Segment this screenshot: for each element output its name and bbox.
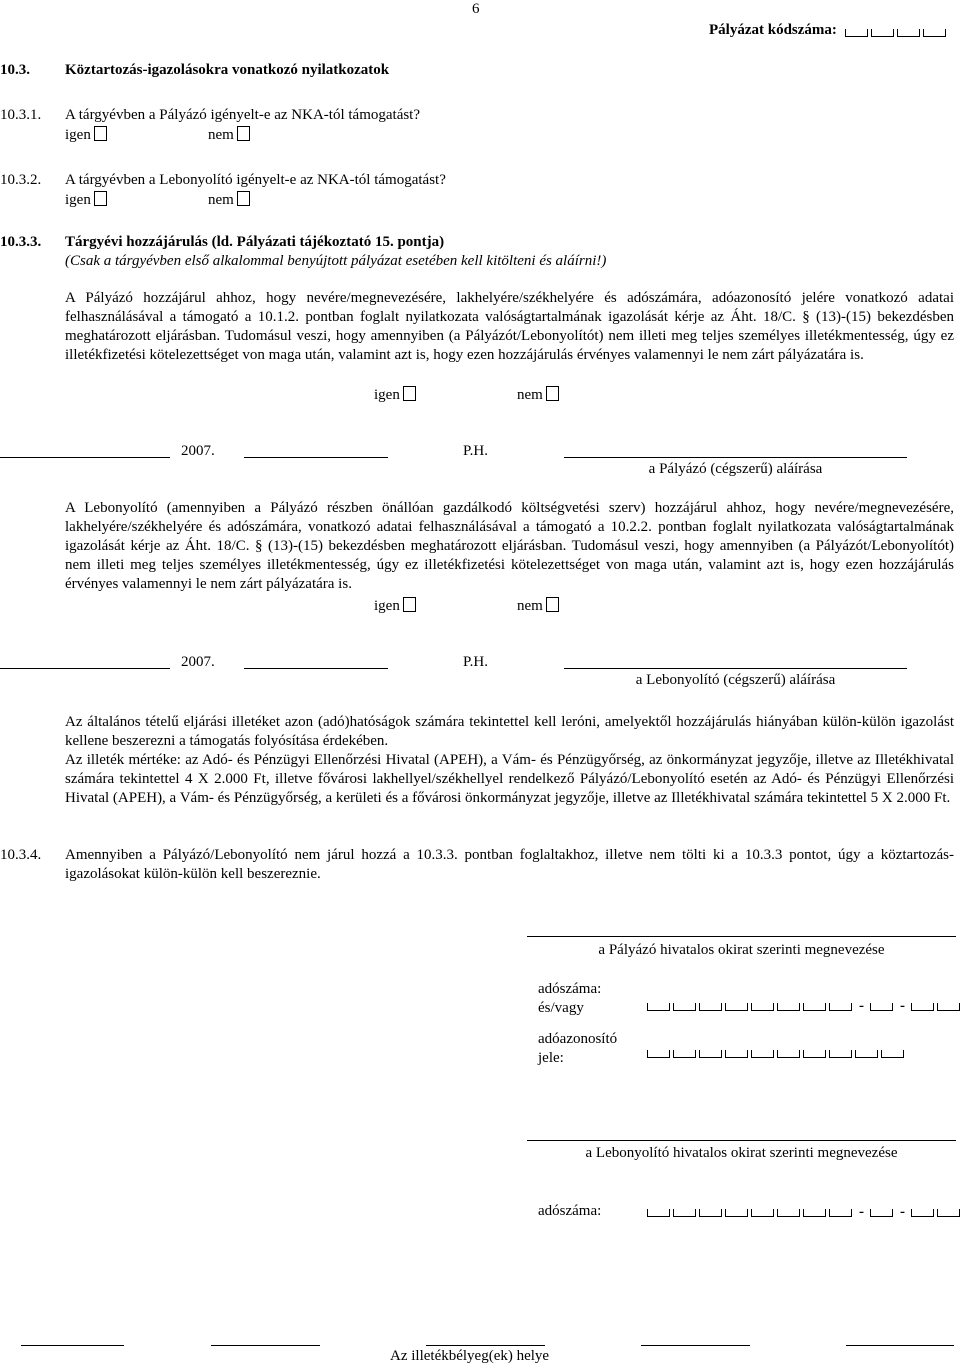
q3-number: 10.3.3. xyxy=(0,234,42,250)
q1-text: A tárgyévben a Pályázó igényelt-e az NKA-tól támogatást? xyxy=(65,107,421,123)
digit-box[interactable] xyxy=(699,1209,722,1217)
q2-text: A tárgyévben a Lebonyolító igényelt-e az NKA-tól támogatást? xyxy=(65,172,446,188)
organizer-place-line[interactable] xyxy=(0,668,170,669)
digit-box[interactable] xyxy=(803,1003,826,1011)
organizer-year: 2007. xyxy=(181,654,215,670)
applicant-no-label: nem xyxy=(517,387,543,403)
org-tax-boxes-mid[interactable] xyxy=(870,1205,896,1217)
q3-note: (Csak a tárgyévben első alkalommal benyújtott pályázat esetében kell kitölteni és aláírni!) xyxy=(65,253,607,269)
applicant-stamp-label: P.H. xyxy=(463,443,489,459)
stamp-line-4[interactable] xyxy=(641,1345,750,1346)
code-box[interactable] xyxy=(923,29,946,37)
digit-box[interactable] xyxy=(751,1003,774,1011)
tax-number-boxes-main[interactable] xyxy=(647,999,855,1011)
q1-no-option[interactable] xyxy=(208,126,250,145)
q2-no-label: nem xyxy=(208,192,234,208)
digit-box[interactable] xyxy=(647,1050,670,1058)
applicant-place-line[interactable] xyxy=(0,457,170,458)
digit-box[interactable] xyxy=(870,1003,893,1011)
digit-box[interactable] xyxy=(725,1209,748,1217)
digit-box[interactable] xyxy=(937,1003,960,1011)
applicant-yes-checkbox[interactable] xyxy=(403,386,416,401)
q1-yes-checkbox[interactable] xyxy=(94,126,107,141)
tax-id-label-line2: jele: xyxy=(538,1050,564,1066)
section-number: 10.3. xyxy=(0,62,30,78)
digit-box[interactable] xyxy=(725,1003,748,1011)
organizer-consent-text: A Lebonyolító (amennyiben a Pályázó részben önállóan gazdálkodó költségvetési szerv) hozzájárul ahhoz, hogy nevére/megnevezésére, lakhelyére/székhelyére és adószámára, vonatkozó adatai felhasználásával a támogató a 10.2.2. pontban foglalt nyilatkozata valóságtartalmának igazolását kérje az Áht. 18/C. § (13)-(15) bekezdésben meghatározott eljárásban. Tudomásul veszi, hogy amennyiben (a Pályázót/Lebonyolítót) nem illeti meg teljes személyes illetékmentesség, úgy ez illetékfizetési kötelezettséget von maga után, valamint azt is, hogy ezen hozzájárulás érvényes valamennyi le nem zárt pályázatára is. xyxy=(65,500,954,592)
applicant-tax-number-field[interactable] xyxy=(647,998,960,1014)
organizer-stamp-label: P.H. xyxy=(463,654,489,670)
q4-text: Amennyiben a Pályázó/Lebonyolító nem járul hozzá a 10.3.3. pontban foglaltakhoz, illetve nem tölti ki a 10.3.3 pontot, úgy a köztartozás-igazolásokat külön-külön kell beszereznie. xyxy=(65,847,954,882)
digit-box[interactable] xyxy=(725,1050,748,1058)
separator: - xyxy=(859,998,864,1014)
applicant-date-line[interactable] xyxy=(244,457,388,458)
q1-yes-option[interactable] xyxy=(65,126,107,145)
separator: - xyxy=(900,1204,905,1220)
fee-amount-text: Az illeték mértéke: az Adó- és Pénzügyi Ellenőrzési Hivatal (APEH), a Vám- és Pénzügyőrség, az önkormányzat jegyzője, illetve az Illetékhivatal számára tekintettel 4 X 2.000 Ft, illetve fővárosi lakhellyel/székhellyel rendelkező Pályázó/Lebonyolító esetén az Adó- és Pénzügyi Ellenőrzési Hivatal (APEH), a Vám- és Pénzügyőrség, a kerületi és a fővárosi önkormányzat jegyzője, illetve az Illetékhivatal számára tekintettel 5 X 2.000 Ft. xyxy=(65,752,954,806)
separator: - xyxy=(859,1204,864,1220)
stamp-line-2[interactable] xyxy=(211,1345,320,1346)
digit-box[interactable] xyxy=(777,1209,800,1217)
digit-box[interactable] xyxy=(673,1209,696,1217)
general-fee-text: Az általános tételű eljárási illetéket azon (adó)hatóságok számára tekintettel kell leróni, amelyektől hozzájárulás hiányában külön-külön igazolást kellene beszerezni a támogatás folyósítása érdekében. xyxy=(65,714,954,749)
digit-box[interactable] xyxy=(673,1050,696,1058)
organizer-no-label: nem xyxy=(517,598,543,614)
stamp-line-5[interactable] xyxy=(846,1345,954,1346)
q1-no-label: nem xyxy=(208,127,234,143)
q2-yes-option[interactable] xyxy=(65,191,107,210)
digit-box[interactable] xyxy=(777,1003,800,1011)
applicant-yes-option[interactable] xyxy=(374,386,416,405)
digit-box[interactable] xyxy=(829,1050,852,1058)
digit-box[interactable] xyxy=(911,1209,934,1217)
q2-yes-checkbox[interactable] xyxy=(94,191,107,206)
code-boxes[interactable] xyxy=(845,25,949,37)
tax-number-label: adószáma: xyxy=(538,981,602,997)
q1-yes-label: igen xyxy=(65,127,91,143)
digit-box[interactable] xyxy=(751,1209,774,1217)
applicant-signature-caption: a Pályázó (cégszerű) aláírása xyxy=(648,461,823,477)
digit-box[interactable] xyxy=(855,1050,878,1058)
digit-box[interactable] xyxy=(777,1050,800,1058)
applicant-tax-id-field[interactable] xyxy=(647,1045,907,1064)
digit-box[interactable] xyxy=(699,1050,722,1058)
org-tax-boxes-end[interactable] xyxy=(911,1205,960,1217)
q4-number: 10.3.4. xyxy=(0,847,42,863)
code-label: Pályázat kódszáma: xyxy=(709,22,837,38)
organizer-yes-label: igen xyxy=(374,598,400,614)
organizer-tax-number-field[interactable] xyxy=(647,1204,960,1220)
digit-box[interactable] xyxy=(647,1209,670,1217)
applicant-consent-text: A Pályázó hozzájárul ahhoz, hogy nevére/megnevezésére, lakhelyére/székhelyére és adószámára, adóazonosító jelére vonatkozó adatai felhasználásával a támogató a 10.1.2. pontban foglalt nyilatkozata valóságtartalmának igazolását kérje az Áht. 18/C. § (13)-(15) bekezdésben meghatározott eljárásban. Tudomásul veszi, hogy amennyiben (a Pályázót/Lebonyolítót) nem illeti meg teljes személyes illetékmentesség, úgy ez illetékfizetési kötelezettséget von maga után, valamint azt is, hogy ezen hozzájárulás érvényes valamennyi le nem zárt pályázatára is. xyxy=(65,290,954,363)
organizer-no-option[interactable] xyxy=(517,597,559,616)
code-box[interactable] xyxy=(871,29,894,37)
q2-no-checkbox[interactable] xyxy=(237,191,250,206)
applicant-signature-line[interactable] xyxy=(564,457,907,458)
organizer-yes-option[interactable] xyxy=(374,597,416,616)
q2-number: 10.3.2. xyxy=(0,172,42,188)
q1-no-checkbox[interactable] xyxy=(237,126,250,141)
organizer-name-caption: a Lebonyolító hivatalos okirat szerinti megnevezése xyxy=(585,1145,898,1161)
organizer-date-line[interactable] xyxy=(244,668,388,669)
q1-number: 10.3.1. xyxy=(0,107,42,123)
tax-number-boxes-end[interactable] xyxy=(911,999,960,1011)
stamp-caption: Az illetékbélyeg(ek) helye xyxy=(390,1348,550,1364)
code-box[interactable] xyxy=(897,29,920,37)
applicant-year: 2007. xyxy=(181,443,215,459)
tax-id-label-line1: adóazonosító xyxy=(538,1031,618,1047)
digit-box[interactable] xyxy=(803,1209,826,1217)
stamp-line-3[interactable] xyxy=(426,1345,545,1346)
digit-box[interactable] xyxy=(647,1003,670,1011)
page-number: 6 xyxy=(472,1,480,17)
digit-box[interactable] xyxy=(870,1209,893,1217)
q3-title: Tárgyévi hozzájárulás (ld. Pályázati tájékoztató 15. pontja) xyxy=(65,234,445,250)
digit-box[interactable] xyxy=(803,1050,826,1058)
digit-box[interactable] xyxy=(699,1003,722,1011)
digit-box[interactable] xyxy=(829,1209,852,1217)
applicant-no-option[interactable] xyxy=(517,386,559,405)
code-field xyxy=(709,21,949,40)
organizer-signature-line[interactable] xyxy=(564,668,907,669)
org-tax-boxes-main[interactable] xyxy=(647,1205,855,1217)
tax-number-boxes-mid[interactable] xyxy=(870,999,896,1011)
digit-box[interactable] xyxy=(673,1003,696,1011)
organizer-yes-checkbox[interactable] xyxy=(403,597,416,612)
digit-box[interactable] xyxy=(881,1050,904,1058)
digit-box[interactable] xyxy=(911,1003,934,1011)
digit-box[interactable] xyxy=(829,1003,852,1011)
applicant-no-checkbox[interactable] xyxy=(546,386,559,401)
applicant-name-caption: a Pályázó hivatalos okirat szerinti megnevezése xyxy=(598,942,885,958)
applicant-name-line[interactable] xyxy=(527,936,956,937)
organizer-signature-caption: a Lebonyolító (cégszerű) aláírása xyxy=(635,672,836,688)
and-or-label: és/vagy xyxy=(538,1000,584,1016)
organizer-name-line[interactable] xyxy=(527,1140,956,1141)
organizer-no-checkbox[interactable] xyxy=(546,597,559,612)
section-title: Köztartozás-igazolásokra vonatkozó nyilatkozatok xyxy=(65,62,390,78)
organizer-tax-label: adószáma: xyxy=(538,1203,602,1219)
q2-yes-label: igen xyxy=(65,192,91,208)
stamp-line-1[interactable] xyxy=(21,1345,124,1346)
tax-id-boxes[interactable] xyxy=(647,1046,907,1058)
digit-box[interactable] xyxy=(751,1050,774,1058)
digit-box[interactable] xyxy=(937,1209,960,1217)
applicant-yes-label: igen xyxy=(374,387,400,403)
separator: - xyxy=(900,998,905,1014)
q2-no-option[interactable] xyxy=(208,191,250,210)
code-box[interactable] xyxy=(845,29,868,37)
